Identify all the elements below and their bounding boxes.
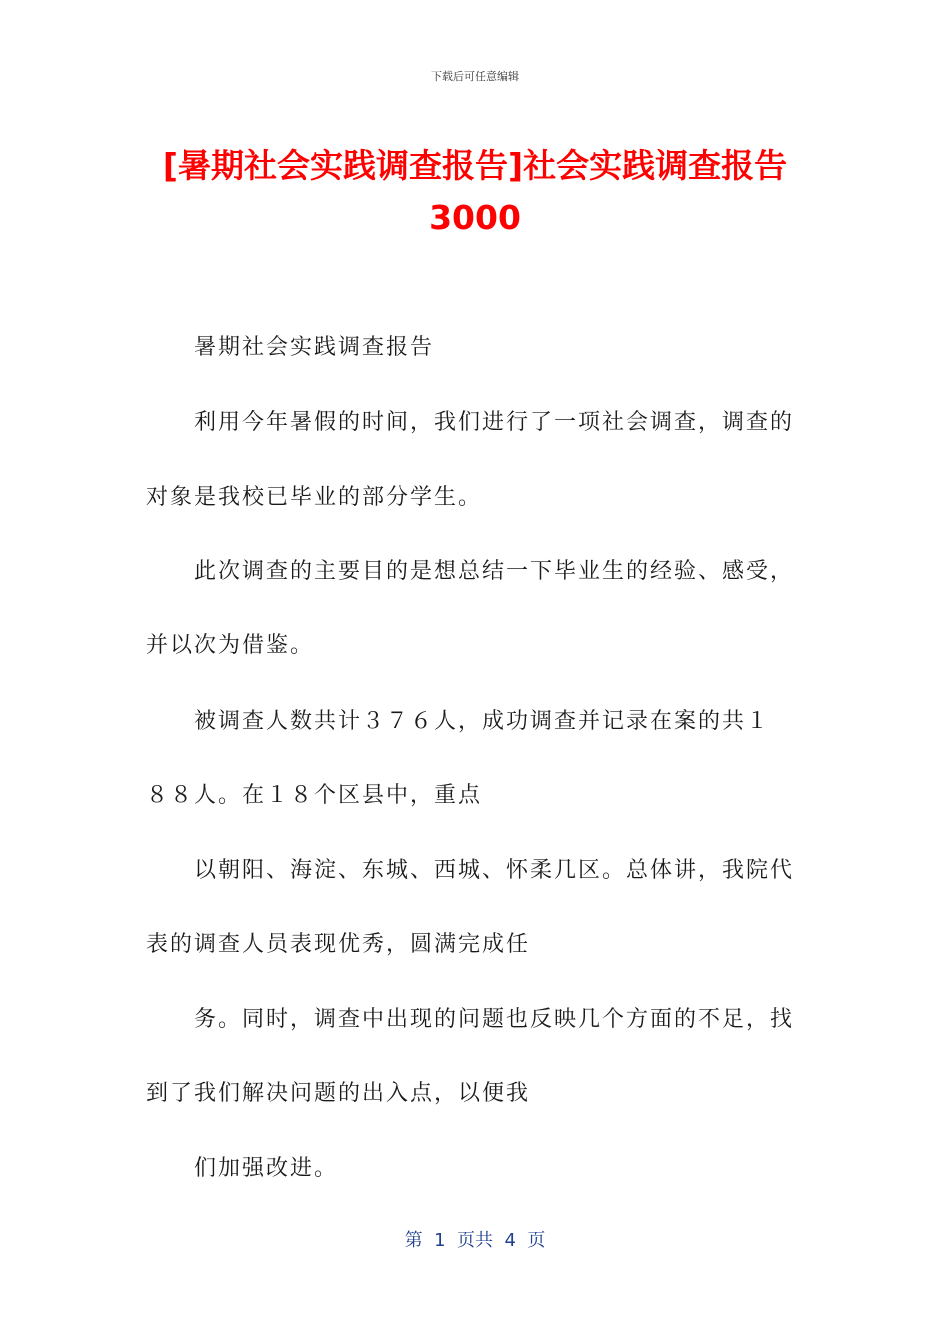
paragraph-line: 被调查人数共计３７６人，成功调查并记录在案的共１ [194, 709, 771, 734]
paragraph-line: 务。同时，调查中出现的问题也反映几个方面的不足，找 [194, 1007, 795, 1032]
title-line-2: 3000 [429, 198, 521, 237]
paragraph-line: 利用今年暑假的时间，我们进行了一项社会调查，调查的 [194, 410, 795, 435]
title-line-1: [暑期社会实践调查报告]社会实践调查报告 [162, 146, 788, 185]
header-note: 下载后可任意编辑 [431, 70, 519, 83]
paragraph-line: 们加强改进。 [194, 1156, 339, 1181]
paragraph-line: 对象是我校已毕业的部分学生。 [146, 485, 483, 510]
page-number: 第 1 页共 4 页 [404, 1230, 546, 1251]
paragraph-line: 表的调查人员表现优秀，圆满完成任 [146, 932, 531, 957]
paragraph-heading: 暑期社会实践调查报告 [194, 335, 435, 360]
paragraph-line: ８８人。在１８个区县中，重点 [146, 783, 483, 808]
paragraph-line: 到了我们解决问题的出入点，以便我 [146, 1081, 531, 1106]
document-title [100, 140, 850, 244]
paragraph-line: 以朝阳、海淀、东城、西城、怀柔几区。总体讲，我院代 [194, 858, 795, 883]
paragraph-line: 并以次为借鉴。 [146, 633, 315, 658]
paragraph-line: 此次调查的主要目的是想总结一下毕业生的经验、感受， [194, 559, 795, 584]
